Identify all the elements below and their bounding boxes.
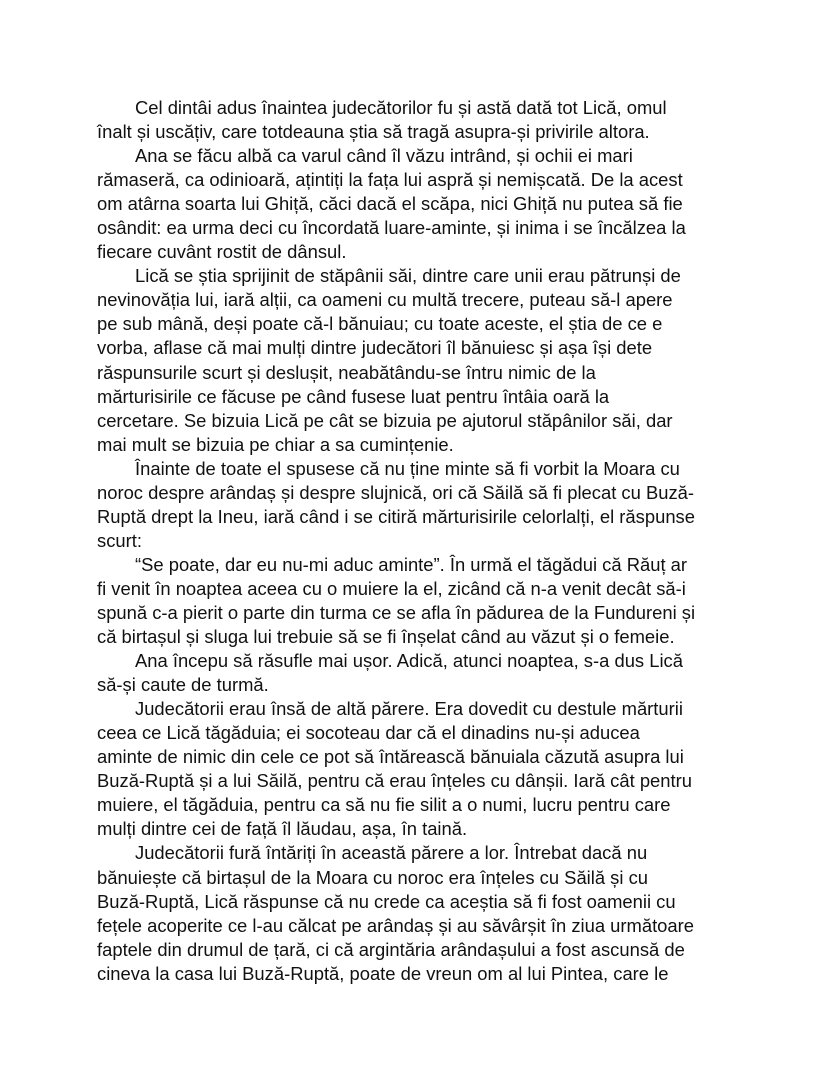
text-line: că birtașul și sluga lui trebuie să se fi înșelat când au văzut și o femeie. xyxy=(97,626,675,648)
paragraph-first-line: “Se poate, dar eu nu-mi aduc aminte”. În urmă el tăgădui că Răuț ar xyxy=(135,553,688,575)
body-text xyxy=(97,96,737,986)
text-line: să-și caute de turmă. xyxy=(97,674,269,696)
text-line: noroc despre arândaș și despre slujnică, ori că Săilă să fi plecat cu Buză- xyxy=(97,481,694,503)
paragraph-first-line: Ana se făcu albă ca varul când îl văzu intrând, și ochii ei mari xyxy=(135,145,633,167)
text-line: înalt și uscățiv, care totdeauna știa să tragă asupra-și privirile altora. xyxy=(97,121,650,143)
text-line: spună c-a pierit o parte din turma ce se afla în pădurea de la Fundureni și xyxy=(97,601,696,623)
text-line: fețele acoperite ce l-au călcat pe arândaș și au săvârșit în ziua următoare xyxy=(97,914,694,936)
paragraph-first-line: Judecătorii erau însă de altă părere. Era dovedit cu destule mărturii xyxy=(135,698,683,720)
paragraph-first-line: Lică se știa sprijinit de stăpânii săi, dintre care unii erau pătrunși de xyxy=(135,265,681,287)
paragraph-first-line: Înainte de toate el spusese că nu ține minte să fi vorbit la Moara cu xyxy=(135,457,680,479)
text-line: om atârna soarta lui Ghiță, căci dacă el scăpa, nici Ghiță nu putea să fie xyxy=(97,193,683,215)
paragraph-first-line: Cel dintâi adus înaintea judecătorilor fu și astă dată tot Lică, omul xyxy=(135,97,667,118)
text-line: Buză-Ruptă și a lui Săilă, pentru că erau înțeles cu dânșii. Iară cât pentru xyxy=(97,770,692,792)
text-line: ceea ce Lică tăgăduia; ei socoteau dar că el dinadins nu-și aducea xyxy=(97,722,640,744)
text-line: vorba, aflase că mai mulți dintre judecători îl bănuiesc și așa își dete xyxy=(97,337,653,359)
text-line: muiere, el tăgăduia, pentru ca să nu fie silit a o numi, lucru pentru care xyxy=(97,794,671,816)
text-line: nevinovăția lui, iară alții, ca oameni cu multă trecere, puteau să-l apere xyxy=(97,289,673,311)
text-line: fi venit în noaptea aceea cu o muiere la el, zicând că n-a venit decât să-i xyxy=(97,577,686,599)
text-line: fiecare cuvânt rostit de dânsul. xyxy=(97,241,347,263)
text-line: scurt: xyxy=(97,529,142,551)
text-line: aminte de nimic din cele ce pot să întărească bănuiala căzută asupra lui xyxy=(97,746,684,768)
paragraph-first-line: Judecătorii fură întăriți în această părere a lor. Întrebat dacă nu xyxy=(135,842,648,864)
text-line: mai mult se bizuia pe chiar a sa cumințenie. xyxy=(97,433,454,455)
text-line: osândit: ea urma deci cu încordată luare-aminte, și inima i se încălzea la xyxy=(97,217,686,239)
text-line: faptele din drumul de țară, ci că argintăria arândașului a fost ascunsă de xyxy=(97,938,685,960)
text-line: răspunsurile scurt și deslușit, neabătându-se întru nimic de la xyxy=(97,361,596,383)
text-line: bănuiește că birtașul de la Moara cu noroc era înțeles cu Săilă și cu xyxy=(97,866,649,888)
text-line: rămaseră, ca odinioară, ațintiți la fața lui aspră și nemișcată. De la acest xyxy=(97,169,683,191)
text-line: Buză-Ruptă, Lică răspunse că nu crede ca aceștia să fi fost oamenii cu xyxy=(97,890,676,912)
text-line: mărturisirile ce făcuse pe când fusese luat pentru întâia oară la xyxy=(97,385,610,407)
text-line: Ruptă drept la Ineu, iară când i se citiră mărturisirile celorlalți, el răspunse xyxy=(97,505,695,527)
text-line: cercetare. Se bizuia Lică pe cât se bizuia pe ajutorul stăpânilor săi, dar xyxy=(97,409,673,431)
text-line: cineva la casa lui Buză-Ruptă, poate de vreun om al lui Pintea, care le xyxy=(97,962,669,984)
text-line: pe sub mână, deși poate că-l bănuiau; cu toate aceste, el știa de ce e xyxy=(97,313,663,335)
text-line: mulți dintre cei de față îl lăudau, așa, în taină. xyxy=(97,818,468,840)
paragraph-first-line: Ana începu să răsufle mai ușor. Adică, atunci noaptea, s-a dus Lică xyxy=(135,650,683,672)
